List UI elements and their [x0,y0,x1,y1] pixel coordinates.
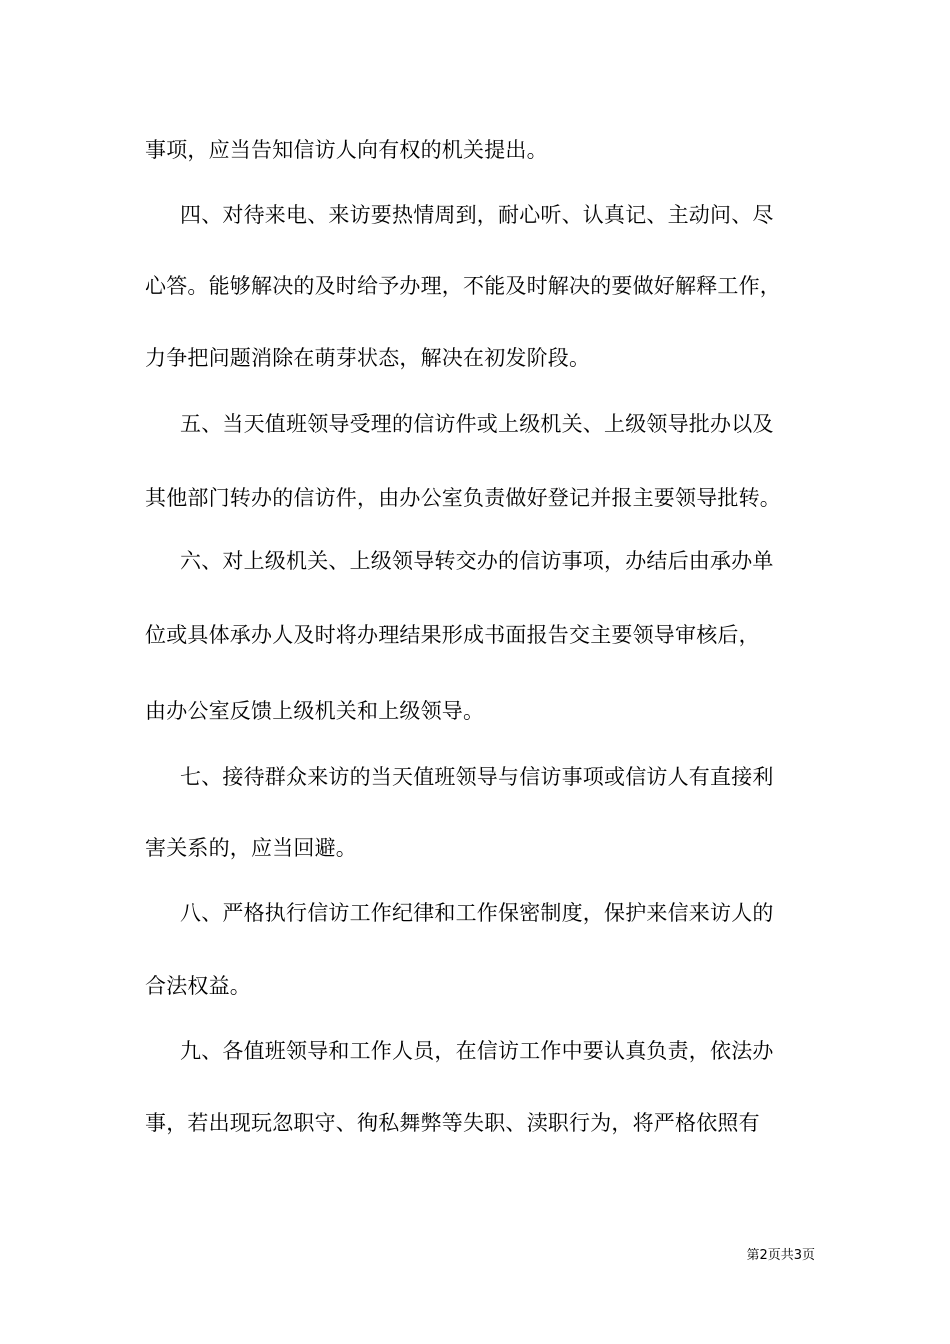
text-line: 位或具体承办人及时将办理结果形成书面报告交主要领导审核后， [145,623,760,647]
text-line: 害关系的，应当回避。 [145,836,357,860]
text-line: 力争把问题消除在萌芽状态，解决在初发阶段。 [145,346,591,370]
text-line: 心答。能够解决的及时给予办理，不能及时解决的要做好解释工作， [145,274,781,298]
text-line: 事，若出现玩忽职守、徇私舞弊等失职、渎职行为，将严格依照有 [145,1111,760,1135]
page-number: 第2页共3页 [746,1248,815,1263]
text-line: 八、严格执行信访工作纪律和工作保密制度，保护来信来访人的 [180,901,774,925]
text-line: 四、对待来电、来访要热情周到，耐心听、认真记、主动问、尽 [180,203,774,227]
text-line: 九、各值班领导和工作人员，在信访工作中要认真负责，依法办 [180,1039,774,1063]
text-line: 合法权益。 [145,974,251,998]
text-line: 五、当天值班领导受理的信访件或上级机关、上级领导批办以及 [180,412,774,436]
text-line: 由办公室反馈上级机关和上级领导。 [145,699,485,723]
text-line: 其他部门转办的信访件，由办公室负责做好登记并报主要领导批转。 [145,486,781,510]
text-line: 六、对上级机关、上级领导转交办的信访事项，办结后由承办单 [180,549,774,573]
text-line: 七、接待群众来访的当天值班领导与信访事项或信访人有直接利 [180,765,774,789]
text-line: 事项，应当告知信访人向有权的机关提出。 [145,138,548,162]
